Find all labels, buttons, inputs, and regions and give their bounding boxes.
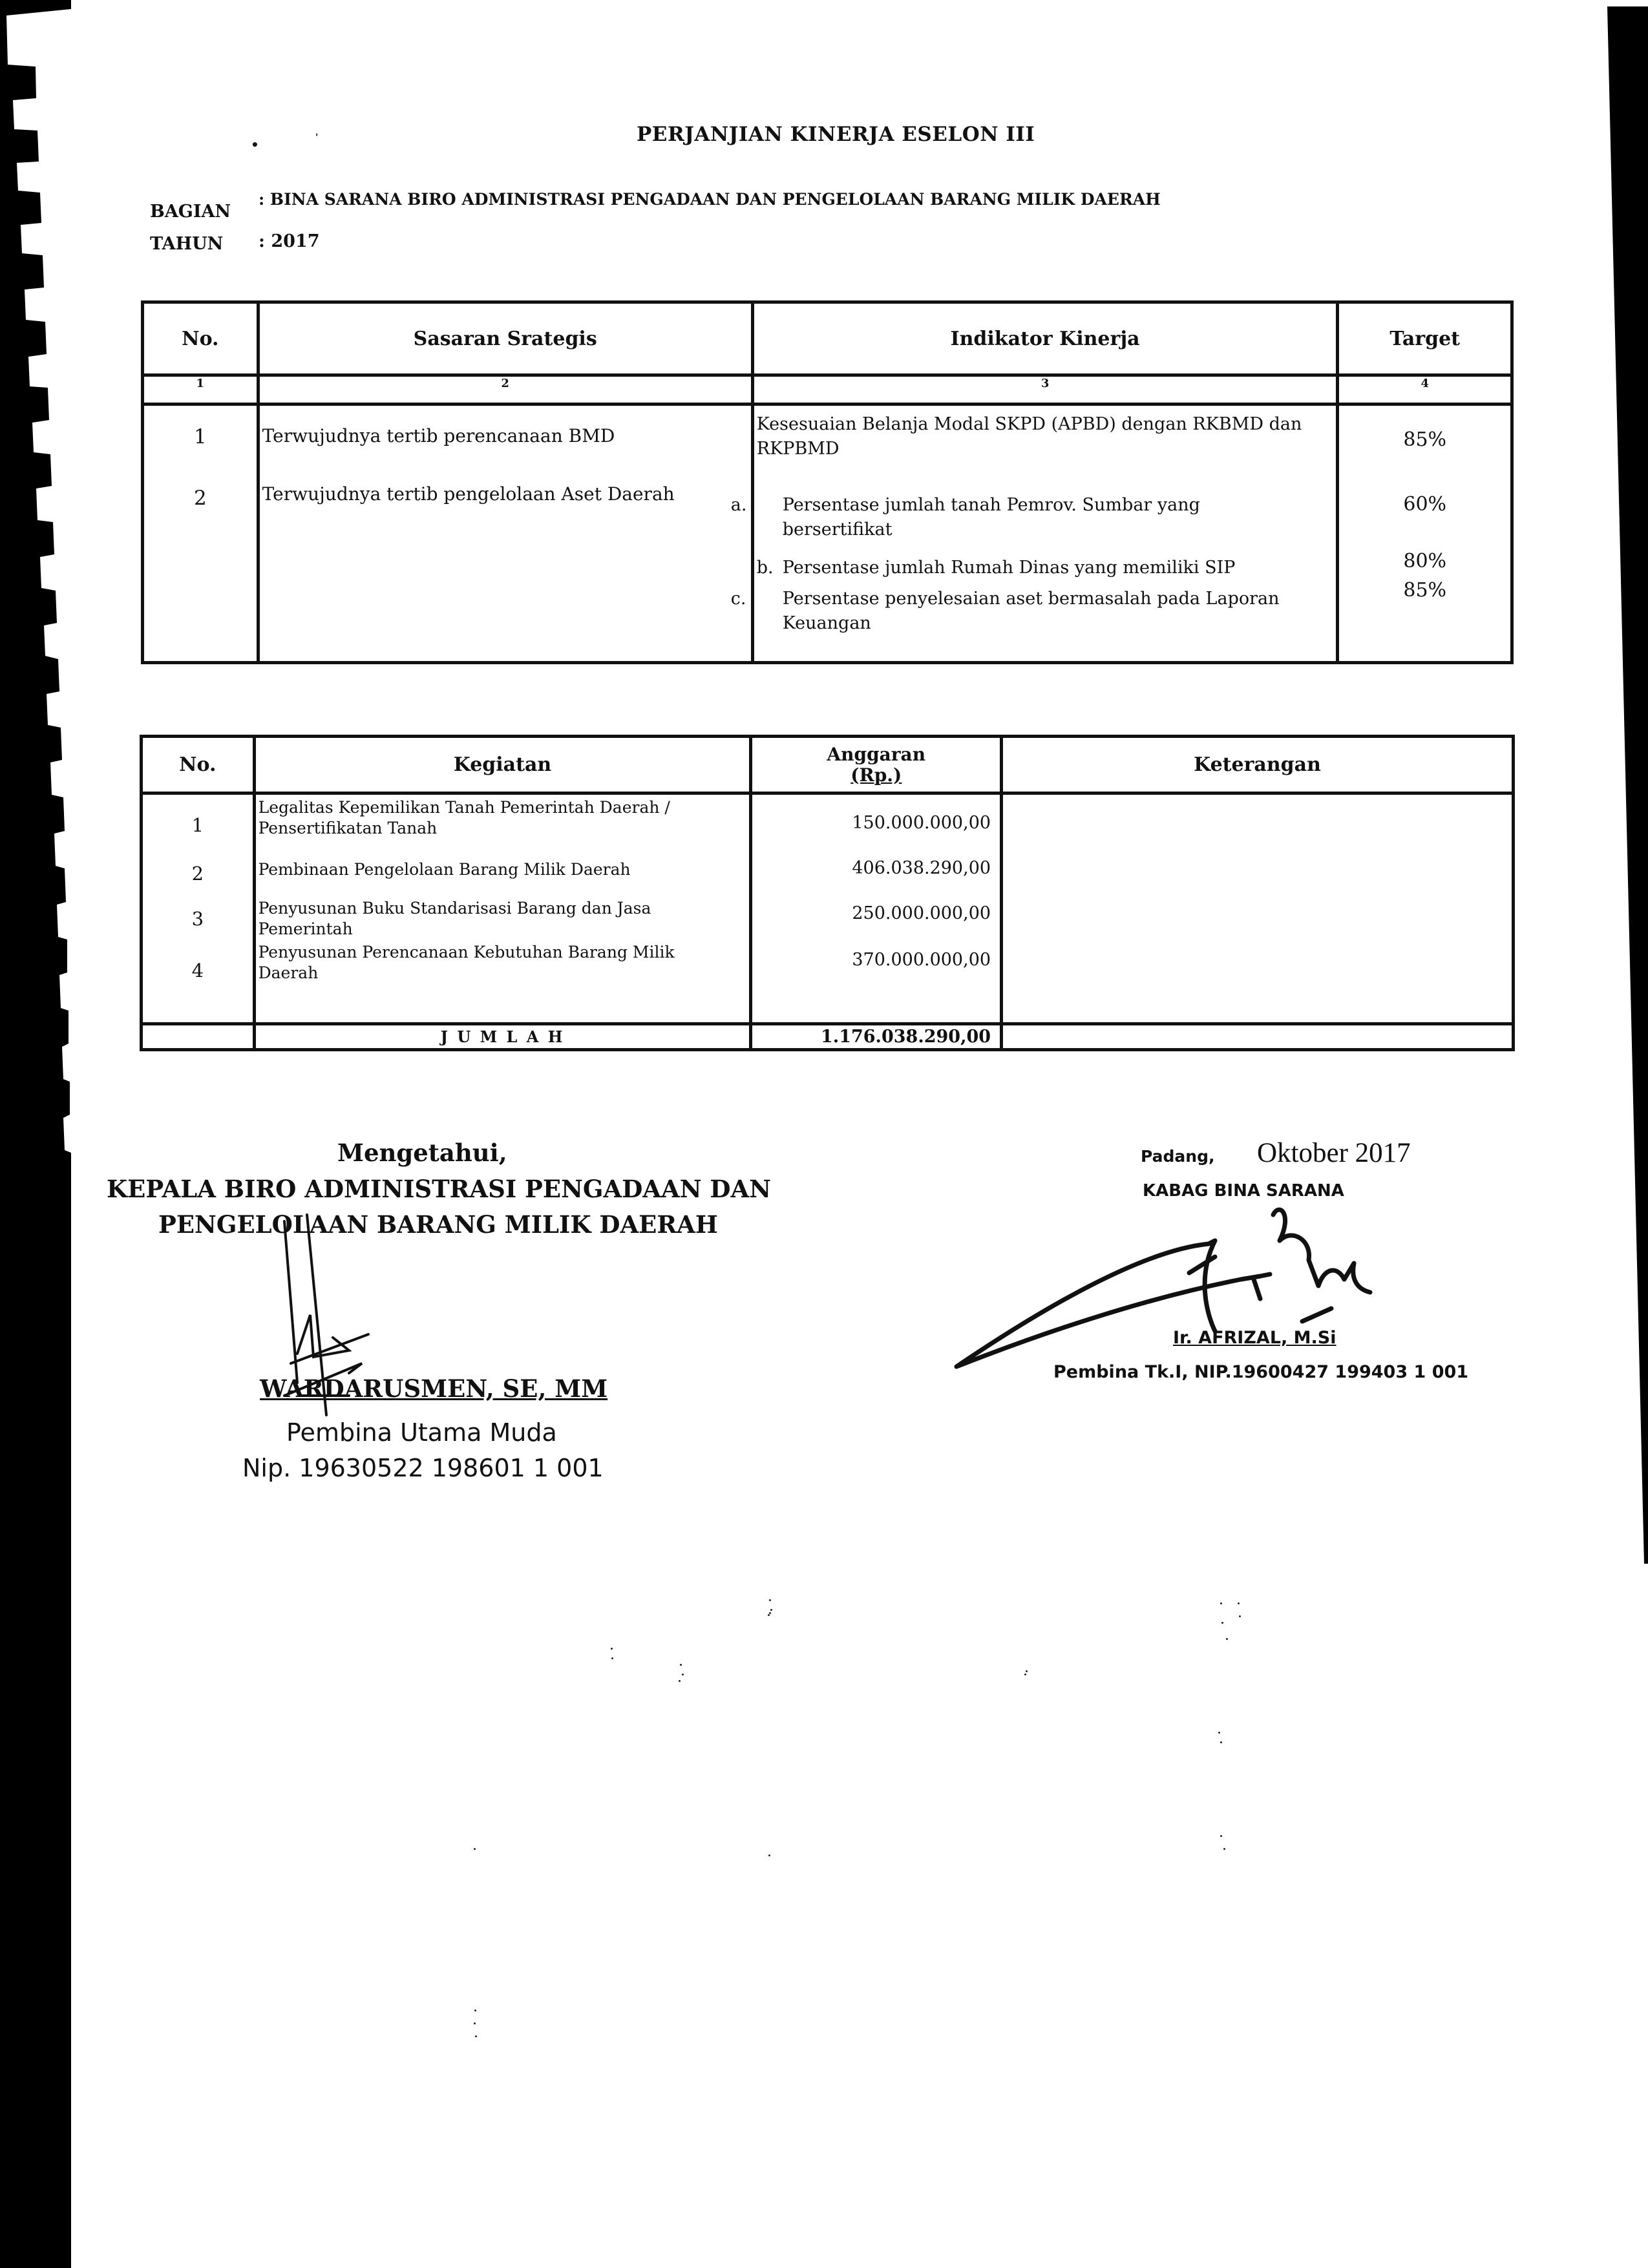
sign-left-nip: Nip. 19630522 198601 1 001: [242, 1454, 604, 1482]
indikator-text: Kesesuaian Belanja Modal SKPD (APBD) dengan RKBMD dan RKPBMD: [756, 414, 1302, 459]
row-no: 2: [193, 487, 207, 510]
total-no-cell: [142, 1024, 255, 1050]
header-anggaran-line1: Anggaran: [827, 743, 926, 765]
indikator-label: b.: [756, 558, 774, 578]
scan-speck: [474, 1848, 476, 1850]
scan-speck: [1220, 1835, 1222, 1837]
row-numbers-cell: [142, 793, 255, 1024]
sign-left-rank: Pembina Utama Muda: [286, 1418, 557, 1447]
scan-speck: [1218, 1732, 1220, 1734]
scan-speck: [474, 2010, 476, 2011]
scan-speck: [1221, 1622, 1223, 1624]
kegiatan-text: Penyusunan Buku Standarisasi Barang dan Jasa Pemerintah: [258, 899, 651, 938]
anggaran-value: 370.000.000,00: [852, 950, 991, 970]
sign-right-rank-nip: Pembina Tk.I, NIP.19600427 199403 1 001: [1053, 1362, 1469, 1382]
meta-label-tahun: TAHUN: [150, 234, 224, 254]
sign-left-position-line1: KEPALA BIRO ADMINISTRASI PENGADAAN DAN: [107, 1175, 772, 1203]
scan-speck: [768, 1854, 770, 1856]
scan-speck: [1238, 1602, 1240, 1604]
table-header-row: [143, 302, 1512, 375]
scan-speck: [680, 1664, 682, 1666]
column-number: 3: [752, 375, 1338, 404]
scan-speck: [611, 1657, 613, 1659]
column-number-row: [143, 375, 1512, 404]
row-no: 4: [191, 960, 204, 982]
total-value: 1.176.038.290,00: [751, 1024, 1002, 1050]
sasaran-text: Terwujudnya tertib perencanaan BMD: [262, 425, 615, 446]
sasaran-text: Terwujudnya tertib pengelolaan Aset Daerah: [262, 483, 675, 505]
signature-right: [950, 1202, 1402, 1383]
sign-right-date: Oktober 2017: [1257, 1138, 1411, 1168]
header-no: No.: [143, 302, 259, 375]
indikator-item: [730, 587, 1338, 636]
scan-speck: [1220, 1602, 1222, 1604]
sign-right-place: Padang,: [1141, 1147, 1215, 1166]
target-value: 80%: [1403, 550, 1447, 572]
target-cell: [1338, 404, 1512, 663]
scan-speck: [1220, 1741, 1222, 1743]
scan-mark: ': [315, 132, 319, 143]
sasaran-cell: [258, 404, 752, 663]
indikator-label: c.: [730, 589, 746, 609]
scan-shadow-edge: [1603, 0, 1648, 1564]
indikator-item: [730, 493, 1300, 542]
scan-speck: [768, 1614, 770, 1616]
scan-speck: [1223, 1848, 1225, 1850]
row-no: 1: [191, 814, 204, 836]
kegiatan-text: Penyusunan Perencanaan Kebutuhan Barang Milik Daerah: [258, 943, 675, 982]
total-keterangan-cell: [1002, 1024, 1514, 1050]
row-numbers-cell: [143, 404, 259, 663]
total-row: [142, 1024, 1514, 1050]
meta-label-bagian: BAGIAN: [150, 202, 231, 222]
meta-value-bagian: : BINA SARANA BIRO ADMINISTRASI PENGADAAN DAN PENGELOLAAN BARANG MILIK DAERAH: [259, 190, 1161, 209]
total-label: J U M L A H: [254, 1024, 751, 1050]
scan-speck: [682, 1674, 684, 1675]
indikator-text: Persentase jumlah Rumah Dinas yang memiliki SIP: [782, 558, 1236, 578]
scan-speck: [475, 2035, 477, 2037]
performance-target-table: [141, 300, 1514, 664]
scan-binding-edge: [0, 0, 71, 2268]
scan-speck: [769, 1599, 771, 1601]
kegiatan-cell: [254, 793, 751, 1024]
target-value: 85%: [1403, 579, 1447, 602]
meta-value-tahun: : 2017: [259, 231, 320, 251]
table-body-row: [142, 793, 1514, 1024]
scan-speck: [679, 1680, 681, 1682]
header-no: No.: [142, 737, 255, 793]
indikator-label: a.: [730, 495, 747, 515]
sign-left-intro: Mengetahui,: [337, 1139, 507, 1167]
keterangan-cell: [1002, 793, 1514, 1024]
kegiatan-text: Pembinaan Pengelolaan Barang Milik Daerah: [258, 860, 631, 879]
anggaran-value: 150.000.000,00: [852, 813, 991, 833]
sign-right-name: Ir. AFRIZAL, M.Si: [1173, 1328, 1336, 1348]
row-no: 1: [193, 425, 207, 448]
anggaran-value: 250.000.000,00: [852, 903, 991, 923]
scan-speck: [1226, 1638, 1228, 1640]
header-target: Target: [1338, 302, 1512, 375]
table-header-row: [142, 737, 1514, 793]
target-value: 85%: [1403, 428, 1447, 451]
kegiatan-text: Legalitas Kepemilikan Tanah Pemerintah Daerah / Pensertifikatan Tanah: [258, 798, 670, 837]
table-body-row: [143, 404, 1512, 663]
header-kegiatan: Kegiatan: [254, 737, 751, 793]
sign-left-position-line2: PENGELOLAAN BARANG MILIK DAERAH: [158, 1210, 718, 1239]
row-no: 3: [191, 908, 204, 930]
sign-left-name: WARDARUSMEN, SE, MM: [260, 1374, 608, 1403]
row-no: 2: [191, 863, 204, 885]
scan-speck: [611, 1648, 613, 1650]
target-value: 60%: [1403, 493, 1447, 516]
scan-speck: [1024, 1674, 1026, 1675]
scan-speck: [1026, 1670, 1028, 1672]
header-anggaran: [751, 737, 1002, 793]
column-number: 2: [258, 375, 752, 404]
header-keterangan: Keterangan: [1002, 737, 1514, 793]
anggaran-value: 406.038.290,00: [852, 858, 991, 878]
indikator-text: Persentase jumlah tanah Pemrov. Sumbar yang bersertifikat: [782, 495, 1200, 540]
header-indikator: Indikator Kinerja: [752, 302, 1338, 375]
header-anggaran-line2: (Rp.): [850, 764, 902, 786]
header-sasaran: Sasaran Srategis: [258, 302, 752, 375]
indikator-item: [757, 412, 1335, 461]
sign-right-position: KABAG BINA SARANA: [1143, 1181, 1344, 1201]
scan-speck: [1239, 1615, 1241, 1617]
column-number: 4: [1338, 375, 1512, 404]
column-number: 1: [143, 375, 259, 404]
indikator-item: [757, 556, 1332, 580]
scan-speck: [474, 2022, 476, 2024]
indikator-cell: [730, 404, 1338, 663]
indikator-text: Persentase penyelesaian aset bermasalah pada Laporan Keuangan: [782, 589, 1280, 633]
activity-budget-table: [140, 735, 1515, 1051]
scan-speck: [770, 1609, 772, 1611]
document-title: PERJANJIAN KINERJA ESELON III: [637, 123, 1035, 146]
anggaran-cell: [751, 793, 1002, 1024]
scan-mark: •: [251, 137, 259, 152]
